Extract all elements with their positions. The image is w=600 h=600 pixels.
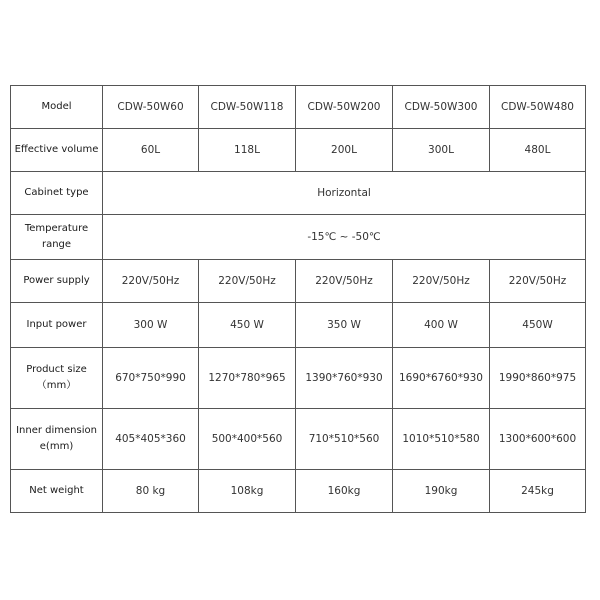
row-product-size [11, 348, 586, 409]
row-cabinet-type [11, 172, 586, 215]
volume-cell: 480L [490, 129, 586, 172]
power-supply-cell: 220V/50Hz [490, 260, 586, 303]
product-size-cell: 1690*6760*930 [393, 348, 490, 409]
label-line: （mm） [36, 380, 77, 391]
cabinet-type-value: Horizontal [103, 172, 586, 215]
label-model: Model [11, 86, 103, 129]
label-product-size [11, 348, 103, 409]
net-weight-cell: 108kg [199, 470, 296, 513]
label-line: range [41, 239, 72, 250]
label-net-weight: Net weight [11, 470, 103, 513]
volume-cell: 300L [393, 129, 490, 172]
label-line: Product size [26, 364, 87, 375]
model-cell: CDW-50W118 [199, 86, 296, 129]
label-line: e(mm) [39, 441, 74, 452]
model-cell: CDW-50W60 [103, 86, 199, 129]
volume-cell: 200L [296, 129, 393, 172]
inner-dimension-cell: 1300*600*600 [490, 409, 586, 470]
net-weight-cell: 80 kg [103, 470, 199, 513]
temperature-range-value: -15℃ ~ -50℃ [103, 215, 586, 260]
power-supply-cell: 220V/50Hz [199, 260, 296, 303]
row-power-supply [11, 260, 586, 303]
power-supply-cell: 220V/50Hz [103, 260, 199, 303]
row-model [11, 86, 586, 129]
power-supply-cell: 220V/50Hz [296, 260, 393, 303]
volume-cell: 118L [199, 129, 296, 172]
model-cell: CDW-50W200 [296, 86, 393, 129]
product-size-cell: 1990*860*975 [490, 348, 586, 409]
spec-table [10, 85, 586, 513]
label-line: Inner dimension [16, 425, 97, 436]
net-weight-cell: 190kg [393, 470, 490, 513]
row-net-weight [11, 470, 586, 513]
input-power-cell: 400 W [393, 303, 490, 348]
label-temperature-range [11, 215, 103, 260]
input-power-cell: 450W [490, 303, 586, 348]
row-input-power [11, 303, 586, 348]
inner-dimension-cell: 500*400*560 [199, 409, 296, 470]
net-weight-cell: 245kg [490, 470, 586, 513]
input-power-cell: 350 W [296, 303, 393, 348]
product-size-cell: 1270*780*965 [199, 348, 296, 409]
label-inner-dimension [11, 409, 103, 470]
model-cell: CDW-50W300 [393, 86, 490, 129]
inner-dimension-cell: 405*405*360 [103, 409, 199, 470]
row-inner-dimension [11, 409, 586, 470]
label-line: Temperature [24, 223, 89, 234]
input-power-cell: 450 W [199, 303, 296, 348]
inner-dimension-cell: 1010*510*580 [393, 409, 490, 470]
power-supply-cell: 220V/50Hz [393, 260, 490, 303]
input-power-cell: 300 W [103, 303, 199, 348]
row-effective-volume [11, 129, 586, 172]
label-input-power: Input power [11, 303, 103, 348]
product-size-cell: 1390*760*930 [296, 348, 393, 409]
net-weight-cell: 160kg [296, 470, 393, 513]
label-cabinet-type: Cabinet type [11, 172, 103, 215]
row-temperature-range [11, 215, 586, 260]
product-size-cell: 670*750*990 [103, 348, 199, 409]
label-power-supply: Power supply [11, 260, 103, 303]
label-effective-volume: Effective volume [11, 129, 103, 172]
model-cell: CDW-50W480 [490, 86, 586, 129]
inner-dimension-cell: 710*510*560 [296, 409, 393, 470]
volume-cell: 60L [103, 129, 199, 172]
